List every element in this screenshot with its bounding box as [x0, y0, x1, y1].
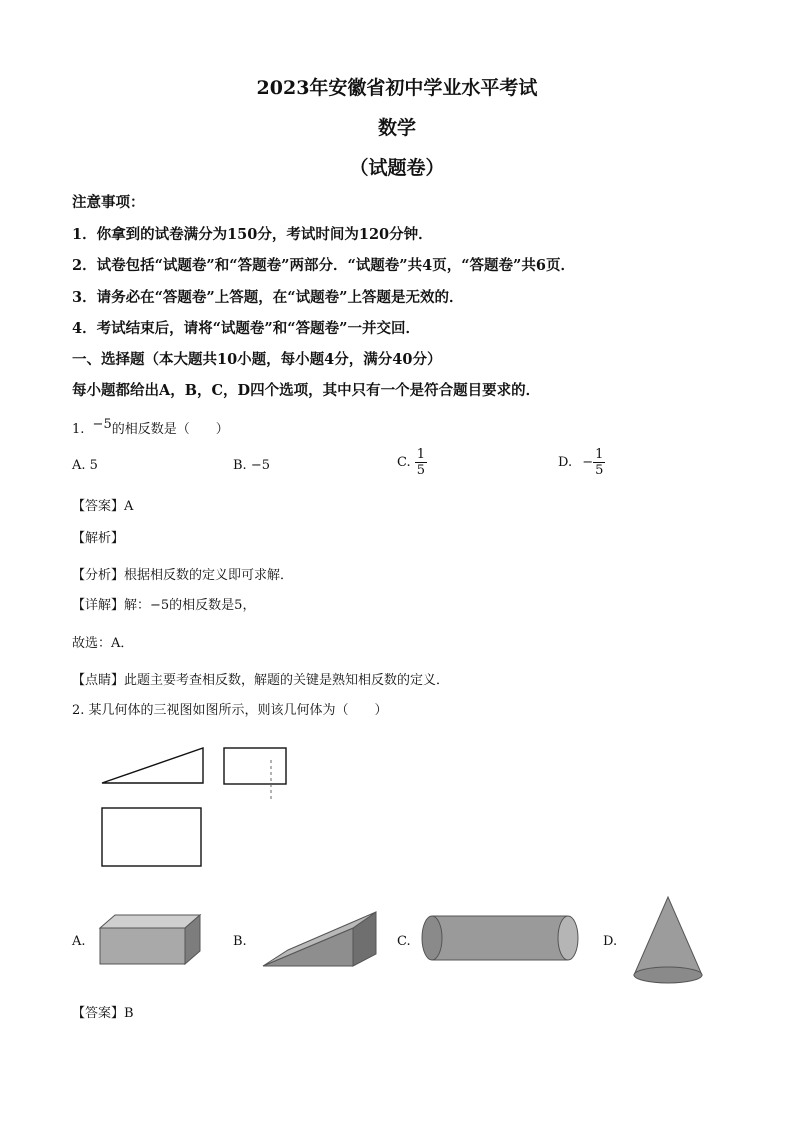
cuboid-image	[95, 910, 205, 970]
q1-comment	[72, 669, 449, 688]
cone-image	[628, 893, 708, 988]
q1-expression: −5	[92, 417, 112, 432]
section-title: 一、选择题（本大题共10小题，每小题4分，满分40分）	[72, 351, 442, 368]
section-instruction: 每小题都给出A，B，C，D四个选项，其中只有一个是符合题目要求的．	[72, 382, 541, 399]
exam-title: 2023年安徽省初中学业水平考试	[256, 77, 538, 99]
q1-option-a: A. 5	[72, 458, 98, 473]
q2-stem	[72, 699, 388, 718]
fraction-numerator: 1	[595, 447, 604, 462]
q1-choice: 故选：A．	[72, 636, 134, 651]
q1-detail	[72, 594, 255, 613]
cylinder-image	[420, 912, 580, 964]
paper-type: （试题卷）	[349, 157, 445, 179]
comment-tag: 【点睛】	[72, 673, 125, 688]
top-view-rectangle	[102, 808, 201, 866]
q2-option-d-label: D.	[603, 934, 618, 949]
q1-option-d	[558, 447, 605, 478]
q1-stem	[72, 418, 229, 437]
q1-stem-text: 的相反数是（ ）	[111, 422, 229, 437]
fraction-denominator: 5	[416, 463, 426, 478]
q2-option-b-label: B.	[233, 934, 247, 949]
q1-option-c	[397, 447, 427, 478]
q2-answer	[72, 1002, 134, 1021]
answer-tag: 【答案】	[72, 1006, 125, 1021]
q2-stem-text: 某几何体的三视图如图所示，则该几何体为（ ）	[88, 703, 388, 718]
q1-option-c-label: C.	[397, 455, 411, 470]
q1-number: 1.	[72, 422, 85, 437]
notice-heading: 注意事项：	[72, 194, 145, 211]
three-views-diagram	[90, 740, 310, 880]
detail-text: 解：−5的相反数是5，	[124, 598, 256, 613]
q1-option-c-fraction	[415, 447, 427, 478]
q1-option-b: B. −5	[233, 458, 270, 473]
front-view-triangle	[102, 748, 203, 783]
comment-text: 此题主要考查相反数，解题的关键是熟知相反数的定义．	[124, 673, 450, 688]
fraction-numerator: 1	[416, 447, 426, 462]
notice-item-1: 1．你拿到的试卷满分为150分，考试时间为120分钟．	[72, 226, 433, 243]
q1-analysis-tag: 【解析】	[72, 531, 125, 546]
q1-option-d-label: D.	[558, 455, 573, 470]
subject-title: 数学	[377, 117, 416, 139]
answer-value: A	[124, 499, 134, 514]
notice-item-3: 3．请务必在“答题卷”上答题，在“试题卷”上答题是无效的．	[72, 289, 464, 306]
notice-item-2: 2．试卷包括“试题卷”和“答题卷”两部分．“试题卷”共4页，“答题卷”共6页．	[72, 257, 575, 274]
notice-item-4: 4．考试结束后，请将“试题卷”和“答题卷”一并交回．	[72, 320, 420, 337]
q1-fenxi	[72, 564, 293, 583]
side-view-rectangle	[224, 748, 286, 784]
q1-option-d-fraction	[593, 447, 605, 478]
q2-option-a-label: A.	[72, 934, 86, 949]
q2-number: 2.	[72, 703, 85, 718]
answer-tag: 【答案】	[72, 499, 125, 514]
fenxi-text: 根据相反数的定义即可求解．	[124, 568, 294, 583]
answer-value: B	[124, 1006, 134, 1021]
q1-answer	[72, 495, 133, 514]
triangular-prism-image	[258, 906, 383, 972]
q2-option-c-label: C.	[397, 934, 411, 949]
q1-option-d-sign: −	[582, 455, 594, 470]
fenxi-tag: 【分析】	[72, 568, 125, 583]
fraction-denominator: 5	[595, 463, 604, 478]
detail-tag: 【详解】	[72, 598, 125, 613]
